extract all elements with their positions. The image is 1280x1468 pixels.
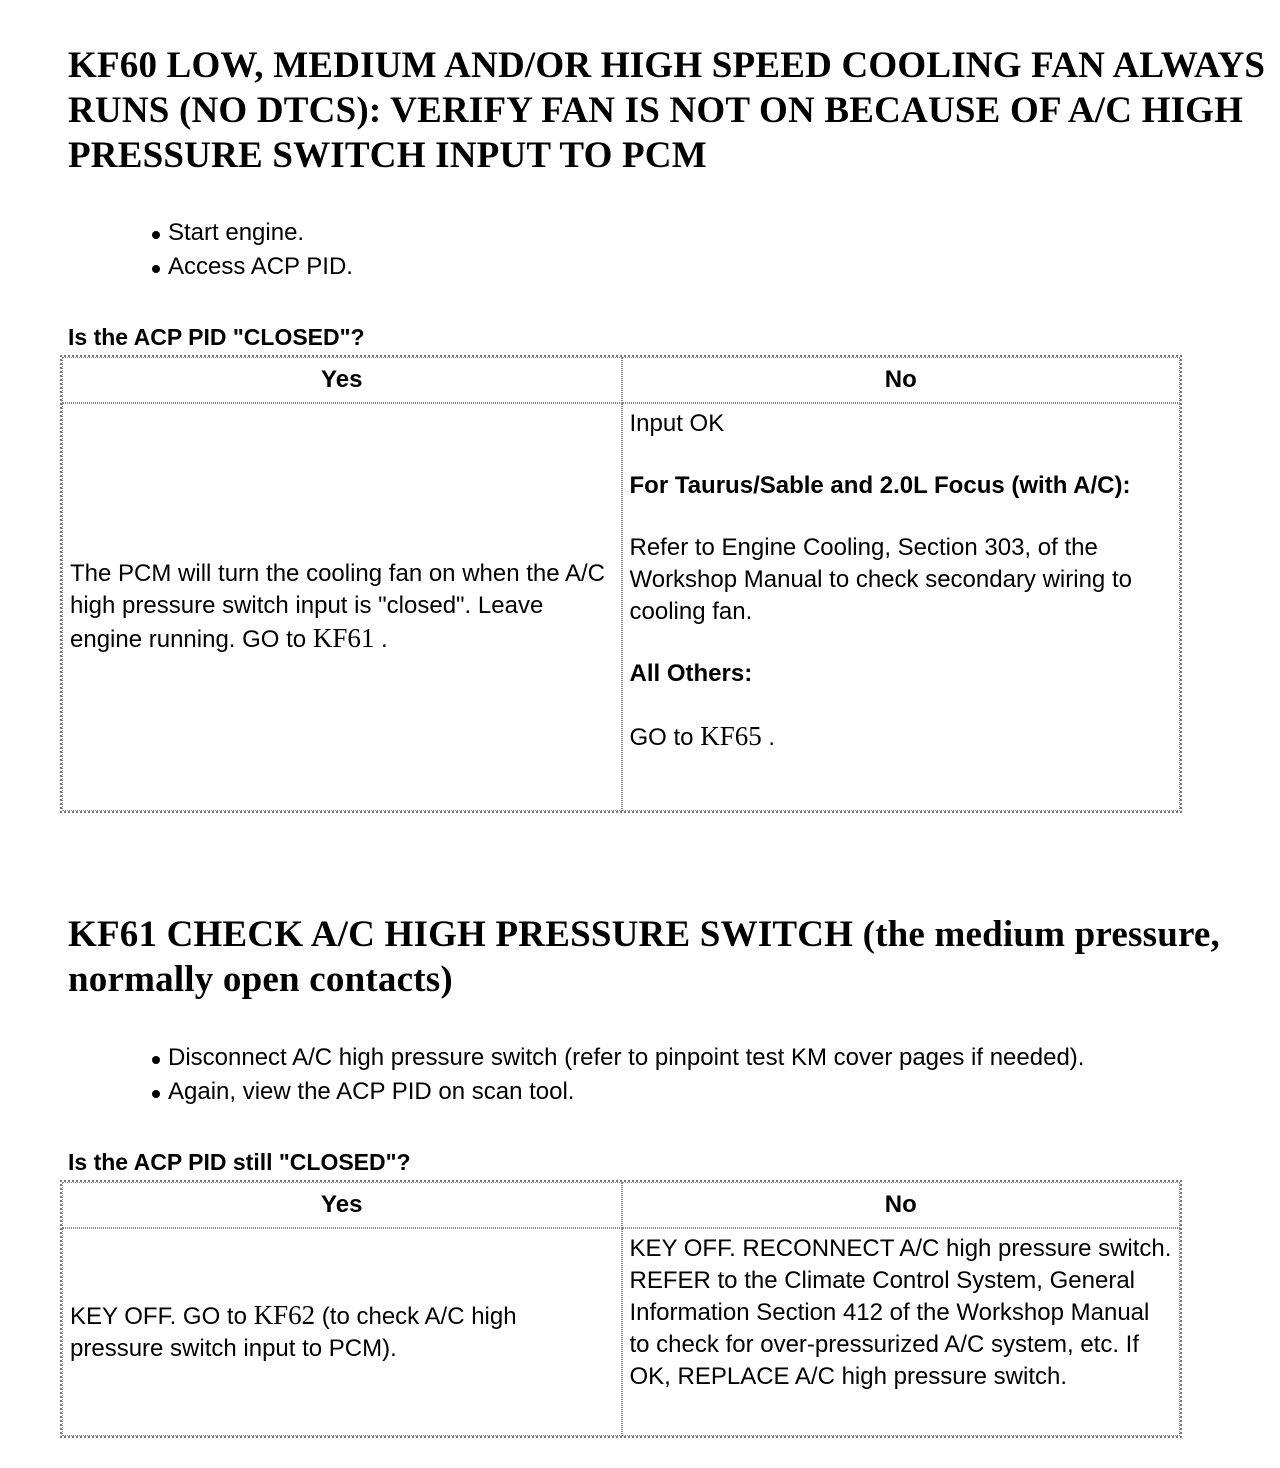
- question-kf60: Is the ACP PID "CLOSED"?: [68, 324, 365, 350]
- list-item: [150, 250, 353, 284]
- yes-no-table-kf61: [60, 1180, 1182, 1438]
- list-item: [150, 1075, 1084, 1109]
- yes-no-table-kf60: [60, 355, 1182, 813]
- yes-after: (to check A/C high pressure switch input to PCM).: [70, 1303, 517, 1362]
- no-taurus-heading: For Taurus/Sable and 2.0L Focus (with A/C):: [629, 472, 1131, 499]
- no-cell: [622, 1228, 1181, 1436]
- steps-list-kf61: [150, 1041, 1084, 1109]
- steps-list-kf60: [150, 216, 353, 284]
- step-text: Disconnect A/C high pressure switch (refer to pinpoint test KM cover pages if needed).: [168, 1044, 1085, 1071]
- yes-text: KEY OFF. GO to: [70, 1303, 247, 1330]
- yes-text: The PCM will turn the cooling fan on when the A/C high pressure switch input is "closed". Leave engine running. GO to: [70, 560, 605, 653]
- step-text: Access ACP PID.: [168, 253, 353, 280]
- no-header: No: [622, 357, 1181, 403]
- no-others-line: [630, 720, 1173, 754]
- yes-after: .: [374, 626, 388, 653]
- yes-header: Yes: [62, 1182, 622, 1228]
- yes-cell: [62, 403, 622, 811]
- list-item: [150, 216, 353, 250]
- bullet-icon: [152, 1056, 160, 1064]
- section-title-kf60: KF60 LOW, MEDIUM AND/OR HIGH SPEED COOLING FAN ALWAYS RUNS (NO DTCS): VERIFY FAN IS NOT ON BECAUSE OF A/C HIGH PRESSURE SWITCH INPUT TO PCM: [68, 45, 1266, 176]
- kf61-link[interactable]: KF61: [312, 623, 375, 653]
- bullet-icon: [152, 231, 160, 239]
- list-item: [150, 1041, 1084, 1075]
- kf65-link[interactable]: KF65: [700, 721, 762, 751]
- step-text: Start engine.: [168, 219, 305, 246]
- no-others-text: GO to: [629, 724, 694, 751]
- bullet-icon: [152, 265, 160, 273]
- section-title-kf61: KF61 CHECK A/C HIGH PRESSURE SWITCH (the medium pressure, normally open contacts): [68, 914, 1221, 1000]
- no-taurus-text: Refer to Engine Cooling, Section 303, of the Workshop Manual to check secondary wiring to cooling fan.: [629, 534, 1132, 625]
- bullet-icon: [152, 1090, 160, 1098]
- yes-header: Yes: [62, 357, 622, 403]
- no-cell: [622, 403, 1181, 811]
- no-text: KEY OFF. RECONNECT A/C high pressure switch. REFER to the Climate Control System, General Information Section 412 of the Workshop Manual to check for over-pressurized A/C system, etc. If OK, REPLACE A/C high pressure switch.: [629, 1235, 1172, 1390]
- step-text: Again, view the ACP PID on scan tool.: [168, 1078, 575, 1105]
- question-kf61: Is the ACP PID still "CLOSED"?: [68, 1149, 411, 1175]
- kf62-link[interactable]: KF62: [253, 1300, 316, 1330]
- no-others-heading: All Others:: [629, 660, 753, 687]
- no-header: No: [622, 1182, 1181, 1228]
- yes-cell: [62, 1228, 622, 1436]
- no-others-after: .: [761, 724, 776, 751]
- no-input-ok: Input OK: [629, 410, 725, 437]
